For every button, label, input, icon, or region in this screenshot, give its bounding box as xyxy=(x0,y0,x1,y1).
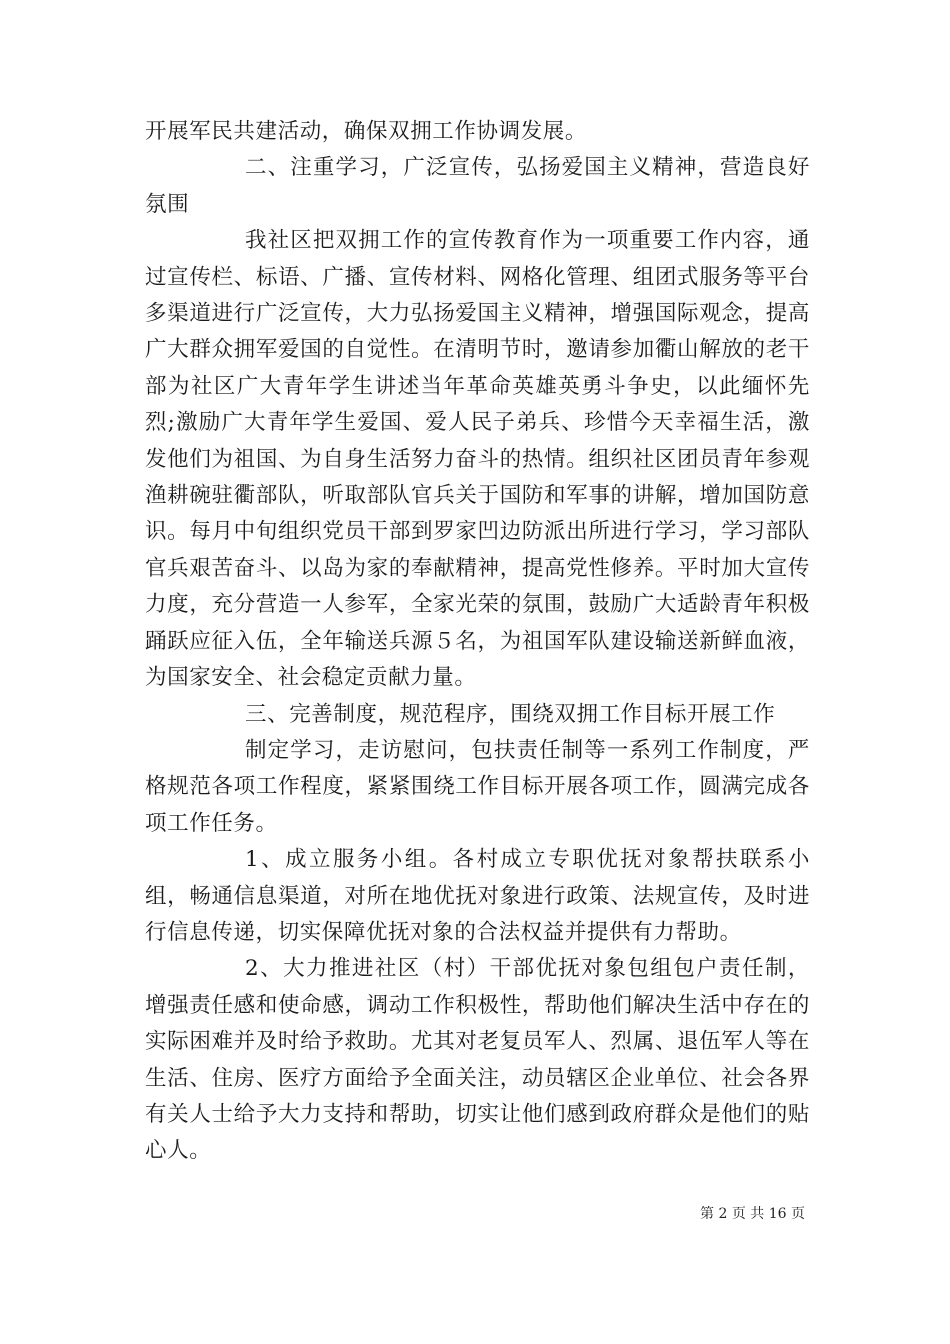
paragraph-5: 制定学习，走访慰问，包扶责任制等一系列工作制度，严格规范各项工作程度，紧紧围绕工作目标开展各项工作，圆满完成各项工作任务。 xyxy=(145,737,810,836)
document-body xyxy=(145,114,810,1170)
paragraph-1: 开展军民共建活动，确保双拥工作协调发展。 xyxy=(145,119,588,144)
list-item-2: 2、大力推进社区（村）干部优抚对象包组包户责任制，增强责任感和使命感，调动工作积极性，帮助他们解决生活中存在的实际困难并及时给予救助。尤其对老复员军人、烈属、退伍军人等在生活、住房、医疗方面给予全面关注，动员辖区企业单位、社会各界有关人士给予大力支持和帮助，切实让他们感到政府群众是他们的贴心人。 xyxy=(145,956,810,1164)
section-heading-3: 三、完善制度，规范程序，围绕双拥工作目标开展工作 xyxy=(245,701,776,727)
paragraph-3: 我社区把双拥工作的宣传教育作为一项重要工作内容，通过宣传栏、标语、广播、宣传材料、网格化管理、组团式服务等平台多渠道进行广泛宣传，大力弘扬爱国主义精神，增强国际观念，提高广大群众拥军爱国的自觉性。在清明节时，邀请参加衢山解放的老干部为社区广大青年学生讲述当年革命英雄英勇斗争史，以此缅怀先烈;激励广大青年学生爱国、爱人民子弟兵、珍惜今天幸福生活，激发他们为祖国、为自身生活努力奋斗的热情。组织社区团员青年参观渔耕碗驻衢部队，听取部队官兵关于国防和军事的讲解，增加国防意识。每月中旬组织党员干部到罗家凹边防派出所进行学习，学习部队官兵艰苦奋斗、以岛为家的奉献精神，提高党性修养。平时加大宣传力度，充分营造一人参军，全家光荣的氛围，鼓励广大适龄青年积极踊跃应征入伍，全年输送兵源５名，为祖国军队建设输送新鲜血液，为国家安全、社会稳定贡献力量。 xyxy=(145,228,810,691)
page-number-footer: 第 2 页 共 16 页 xyxy=(700,1206,805,1222)
list-item-1: 1、成立服务小组。各村成立专职优抚对象帮扶联系小组，畅通信息渠道，对所在地优抚对象进行政策、法规宣传，及时进行信息传递，切实保障优抚对象的合法权益并提供有力帮助。 xyxy=(145,847,810,945)
section-heading-2: 二、注重学习，广泛宣传，弘扬爱国主义精神，营造良好氛围 xyxy=(145,155,810,217)
